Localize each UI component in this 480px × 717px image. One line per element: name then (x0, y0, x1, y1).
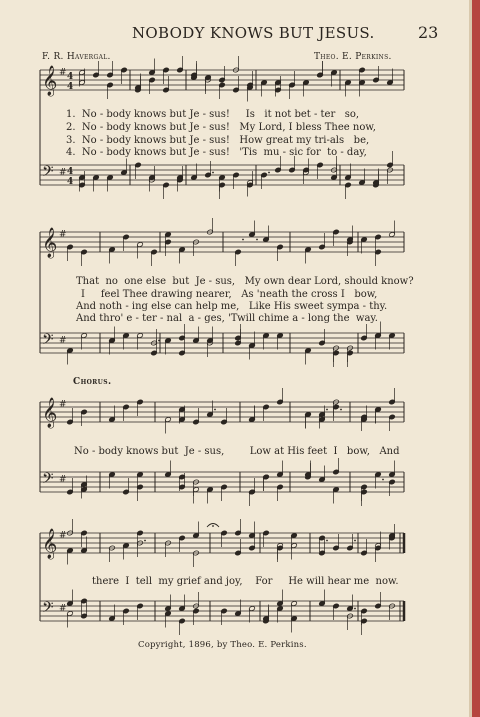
dot (354, 540, 356, 542)
dot (214, 409, 216, 411)
dot (158, 340, 160, 342)
sharp-key-signature: # (59, 475, 67, 485)
sharp-key-signature: # (59, 400, 67, 410)
time-signature: 4 (67, 167, 74, 177)
hymn-title: NOBODY KNOWS BUT JESUS. (132, 24, 375, 42)
bass-clef: 𝄢 (42, 470, 54, 491)
verse-line-1: That no one else but Je - sus, My own dear Lord, should know? (76, 276, 414, 287)
sharp-key-signature: # (59, 68, 67, 78)
time-signature: 4 (67, 72, 74, 82)
time-signature: 4 (67, 82, 74, 92)
lyricist-credit: F. R. Havergal. (42, 52, 111, 62)
dot (242, 239, 244, 241)
verse-line-1: 1. No - body knows but Je - sus! Is it not bet - ter so, (66, 109, 360, 120)
composer-credit: Theo. E. Perkins. (314, 52, 392, 62)
chorus-label: Chorus. (73, 377, 112, 387)
dot (256, 239, 258, 241)
verse-line-2: 2. No - body knows but Je - sus! My Lord, I bless Thee now, (66, 122, 376, 133)
verse-line-2: I feel Thee drawing nearer, As 'neath the cross I bow, (81, 289, 378, 300)
chorus-lyric-line-2: there I tell my grief and joy, For He will hear me now. (92, 576, 399, 587)
chorus-lyric-line-1: No - body knows but Je - sus, Low at His feet I bow, And (74, 446, 400, 457)
dot (326, 540, 328, 542)
sharp-key-signature: # (59, 604, 67, 614)
dot (144, 540, 146, 542)
sharp-key-signature: # (59, 230, 67, 240)
treble-clef: 𝄞 (42, 228, 58, 258)
verse-line-3: 3. No - body knows but Je - sus! How great my tri-als be, (66, 135, 370, 146)
verse-line-4: And thro' e - ter - nal a - ges, 'Twill chime a - long the way. (76, 313, 378, 324)
sharp-key-signature: # (59, 168, 67, 178)
dot (212, 172, 214, 174)
sharp-key-signature: # (59, 531, 67, 541)
page-number: 23 (418, 23, 439, 42)
treble-clef: 𝄞 (42, 66, 58, 96)
sharp-key-signature: # (59, 336, 67, 346)
time-signature: 4 (67, 177, 74, 187)
dot (354, 608, 356, 610)
copyright-notice: Copyright, 1896, by Theo. E. Perkins. (138, 640, 307, 650)
dot (340, 409, 342, 411)
dot (326, 409, 328, 411)
fermata-dot (212, 525, 214, 527)
verse-line-4: 4. No - body knows but Je - sus! 'Tis mu - sic for to - day, (66, 147, 367, 158)
bass-clef: 𝄢 (42, 331, 54, 352)
treble-clef: 𝄞 (42, 398, 58, 428)
bass-clef: 𝄢 (42, 599, 54, 620)
treble-clef: 𝄞 (42, 529, 58, 559)
dot (268, 172, 270, 174)
bass-clef: 𝄢 (42, 163, 54, 184)
dot (382, 479, 384, 481)
verse-line-3: And noth - ing else can help me, Like His sweet sympa - thy. (76, 301, 388, 312)
